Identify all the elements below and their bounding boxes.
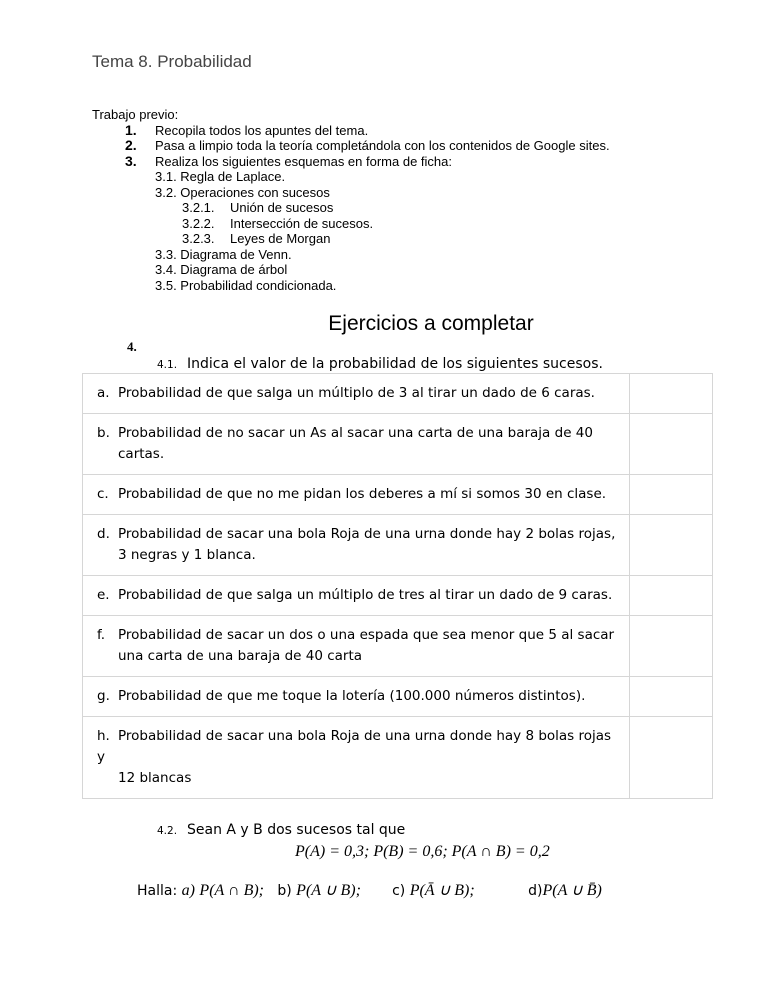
question-cell [83, 576, 630, 616]
section-title: Ejercicios a completar [328, 312, 534, 335]
trabajo-previo-title: Trabajo previo: [92, 107, 179, 122]
question-4-2 [157, 822, 405, 838]
row-text-continuation: una carta de una baraja de 40 carta [118, 648, 363, 664]
ficha-subitem-number: 3.2.3. [182, 231, 215, 246]
ficha-subitem [92, 216, 610, 232]
row-label: f. [97, 627, 106, 643]
part-b-expression: P(A ∪ B); [296, 882, 361, 899]
table-row [83, 616, 713, 677]
table-row [83, 576, 713, 616]
part-c-expression: P(Ā ∪ B); [409, 882, 475, 899]
exercise-table [82, 373, 713, 799]
table-row [83, 717, 713, 799]
question-cell [83, 475, 630, 515]
ficha-item: 3.3. Diagrama de Venn. [155, 246, 292, 262]
row-label: c. [97, 486, 109, 502]
list-item [92, 123, 610, 139]
answer-cell[interactable] [630, 576, 713, 616]
row-text: Probabilidad de sacar un dos o una espada que sea menor que 5 al sacar [118, 627, 615, 643]
list-item [92, 154, 610, 170]
section-number: 4. [127, 339, 137, 354]
answer-cell[interactable] [630, 677, 713, 717]
part-a-label: a) [181, 882, 195, 899]
row-text: Probabilidad de que salga un múltiplo de 3 al tirar un dado de 6 caras. [118, 385, 595, 401]
row-label: d. [97, 526, 110, 542]
answer-cell[interactable] [630, 515, 713, 576]
ficha-item: 3.1. Regla de Laplace. [155, 169, 286, 184]
question-cell [83, 677, 630, 717]
list-item-number: 3. [125, 152, 137, 169]
answer-cell[interactable] [630, 374, 713, 414]
ficha-item: 3.2. Operaciones con sucesos [155, 184, 330, 200]
part-b-label: b) [277, 883, 292, 899]
ficha-subitem [92, 231, 610, 247]
row-text: Probabilidad de que me toque la lotería (100.000 números distintos). [118, 688, 586, 704]
ficha-subitem-number: 3.2.1. [182, 200, 215, 215]
list-item-text: Realiza los siguientes esquemas en forma de ficha: [155, 153, 452, 169]
row-text: Probabilidad de que no me pidan los deberes a mí si somos 30 en clase. [118, 486, 607, 502]
row-label: e. [97, 587, 110, 603]
answer-cell[interactable] [630, 475, 713, 515]
list-item-number: 1. [125, 121, 137, 138]
row-text: Probabilidad de no sacar un As al sacar una carta de una baraja de 40 [118, 425, 593, 441]
row-text: Probabilidad de que salga un múltiplo de tres al tirar un dado de 9 caras. [118, 587, 613, 603]
question-4-1 [157, 356, 603, 372]
section-title-wrapper [0, 312, 768, 336]
ficha-subitem-number: 3.2.2. [182, 215, 215, 231]
row-text: Probabilidad de sacar una bola Roja de una urna donde hay 8 bolas rojas y [97, 728, 612, 765]
table-row [83, 374, 713, 414]
list-item-text: Pasa a limpio toda la teoría completándola con los contenidos de Google sites. [155, 138, 610, 153]
row-text-continuation: cartas. [118, 446, 165, 462]
question-text: Indica el valor de la probabilidad de los siguientes sucesos. [187, 356, 603, 372]
ficha-subitem-text: Intersección de sucesos. [230, 215, 374, 231]
row-label: a. [97, 385, 110, 401]
table-row [83, 414, 713, 475]
row-label: h. [97, 728, 110, 744]
ficha-subitem-text: Leyes de Morgan [230, 231, 331, 246]
answer-cell[interactable] [630, 414, 713, 475]
given-probabilities-equation: P(A) = 0,3; P(B) = 0,6; P(A ∩ B) = 0,2 [295, 843, 550, 860]
ficha-subitem-text: Unión de sucesos [230, 200, 334, 215]
list-item-number: 2. [125, 137, 137, 153]
answer-cell[interactable] [630, 616, 713, 677]
question-cell [83, 374, 630, 414]
question-cell [83, 717, 630, 799]
part-a-expression: P(A ∩ B); [199, 882, 264, 899]
question-cell [83, 414, 630, 475]
table-row [83, 677, 713, 717]
table-row [83, 475, 713, 515]
part-d-expression: P(A ∪ B̄) [542, 882, 602, 899]
row-text-continuation: 3 negras y 1 blanca. [118, 547, 256, 563]
page-header: Tema 8. Probabilidad [92, 52, 252, 71]
trabajo-previo [92, 107, 610, 293]
part-c-label: c) [392, 883, 406, 899]
row-label: g. [97, 688, 110, 704]
halla-line [137, 880, 602, 900]
list-item-text: Recopila todos los apuntes del tema. [155, 122, 369, 138]
question-number: 4.1. [157, 359, 178, 371]
halla-label: Halla: [137, 883, 178, 899]
row-label: b. [97, 425, 110, 441]
row-text-continuation: 12 blancas [118, 770, 192, 786]
row-text: Probabilidad de sacar una bola Roja de una urna donde hay 2 bolas rojas, [118, 526, 616, 542]
part-d-label: d) [528, 883, 543, 899]
question-cell [83, 515, 630, 576]
ficha-item: 3.5. Probabilidad condicionada. [155, 277, 337, 293]
question-cell [83, 616, 630, 677]
ficha-subitem [92, 200, 610, 216]
table-row [83, 515, 713, 576]
answer-cell[interactable] [630, 717, 713, 799]
question-text: Sean A y B dos sucesos tal que [187, 822, 406, 838]
list-item [92, 138, 610, 154]
ficha-item: 3.4. Diagrama de árbol [155, 262, 288, 277]
question-number: 4.2. [157, 825, 178, 837]
